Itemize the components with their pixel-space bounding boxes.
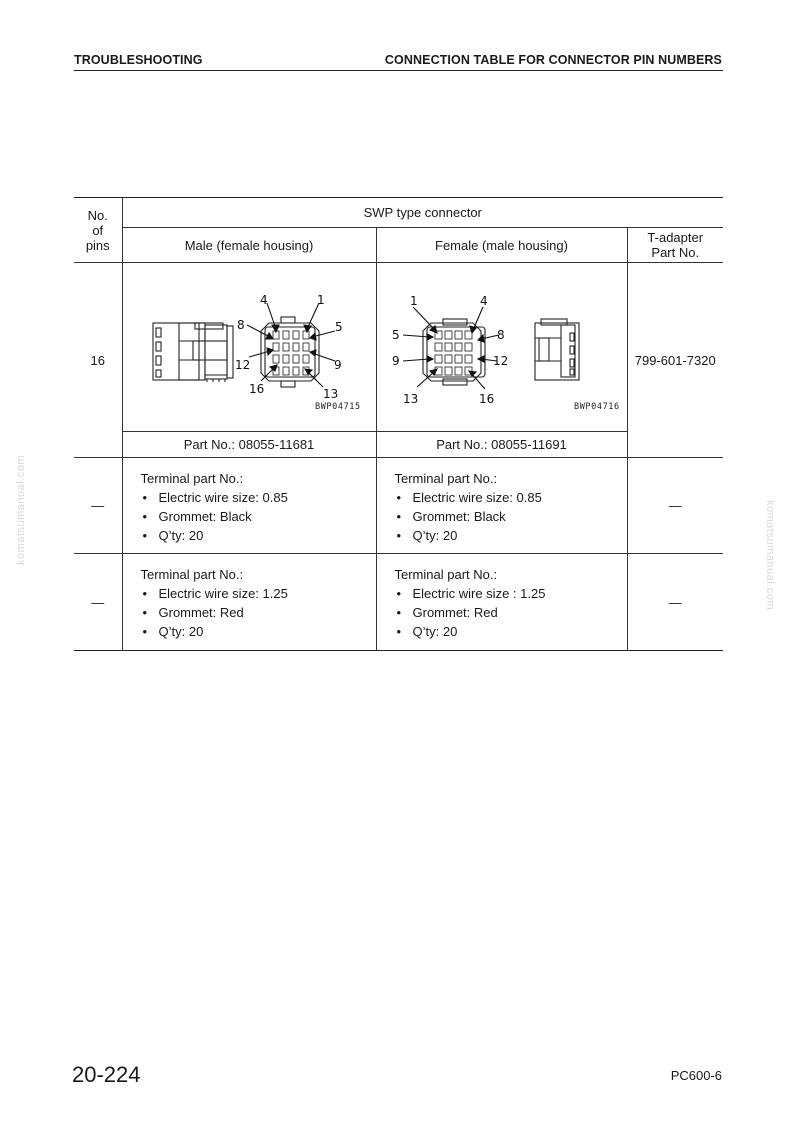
- female-pin-label: 4: [479, 294, 488, 308]
- female-pin-label: 5: [391, 328, 400, 342]
- male-pin-label: 5: [334, 320, 343, 334]
- male-terminal-cell: [122, 554, 376, 651]
- female-connector-figure-cell: [376, 263, 627, 432]
- terminal-item: • Grommet: Red: [142, 605, 244, 620]
- terminal-title: Terminal part No.:: [394, 470, 498, 486]
- female-pin-label: 1: [409, 294, 418, 308]
- figure-code: BWP04715: [314, 402, 361, 412]
- tadapter-part-no: 799-601-7320: [627, 263, 723, 458]
- pins-dash: —: [74, 554, 122, 651]
- figure-code: BWP04716: [573, 402, 620, 412]
- female-terminal-cell: [376, 458, 627, 554]
- male-connector-diagram: [123, 263, 377, 431]
- terminal-item: • Q’ty: 20: [142, 527, 204, 543]
- header-rule: [74, 70, 723, 71]
- pins-count-16: 16: [74, 263, 122, 458]
- male-part-no: Part No.: 08055-11681: [122, 432, 376, 458]
- male-pin-label: 13: [322, 387, 338, 401]
- terminal-item: • Electric wire size: 1.25: [142, 586, 288, 601]
- page-number: 20-224: [72, 1062, 141, 1087]
- swp-group-header: SWP type connector: [122, 198, 723, 228]
- female-pin-label: 12: [492, 354, 508, 368]
- watermark-right: komatsumanual.com: [764, 500, 776, 610]
- female-pin-label: 16: [478, 392, 494, 406]
- terminal-item: • Electric wire size: 0.85: [142, 489, 288, 505]
- page-heading: CONNECTION TABLE FOR CONNECTOR PIN NUMBERS: [384, 53, 722, 67]
- terminal-title: Terminal part No.:: [140, 470, 244, 486]
- male-column-header: Male (female housing): [122, 228, 376, 263]
- terminal-item: • Grommet: Black: [396, 508, 506, 524]
- tadapter-dash: —: [627, 458, 723, 554]
- terminal-item: • Grommet: Red: [396, 605, 498, 620]
- male-pin-label: 1: [316, 293, 325, 307]
- male-connector-figure-cell: [122, 263, 376, 432]
- female-column-header: Female (male housing): [376, 228, 627, 263]
- male-pin-label: 9: [333, 358, 342, 372]
- female-terminal-cell: [376, 554, 627, 651]
- terminal-title: Terminal part No.:: [140, 567, 244, 582]
- female-pin-label: 9: [391, 354, 400, 368]
- connector-table: [74, 197, 723, 651]
- terminal-item: • Q’ty: 20: [396, 527, 458, 543]
- tadapter-column-header: T-adapter Part No.: [627, 228, 723, 263]
- male-terminal-cell: [122, 458, 376, 554]
- terminal-item: • Electric wire size : 1.25: [396, 586, 546, 601]
- watermark-left: komatsumanual.com: [15, 455, 27, 565]
- terminal-item: • Q’ty: 20: [142, 624, 204, 639]
- terminal-item: • Grommet: Black: [142, 508, 252, 524]
- terminal-title: Terminal part No.:: [394, 567, 498, 582]
- female-pin-label: 8: [496, 328, 505, 342]
- pins-dash: —: [74, 458, 122, 554]
- female-part-no: Part No.: 08055-11691: [376, 432, 627, 458]
- tadapter-dash: —: [627, 554, 723, 651]
- pins-column-header: No. of pins: [74, 198, 122, 263]
- model-name: PC600-6: [670, 1068, 722, 1083]
- terminal-item: • Q’ty: 20: [396, 624, 458, 639]
- female-pin-label: 13: [402, 392, 418, 406]
- terminal-item: • Electric wire size: 0.85: [396, 489, 542, 505]
- male-pin-label: 16: [248, 382, 264, 396]
- male-pin-label: 12: [234, 358, 250, 372]
- male-pin-label: 8: [236, 318, 245, 332]
- female-connector-diagram: [377, 263, 628, 431]
- male-pin-label: 4: [259, 293, 268, 307]
- section-title: TROUBLESHOOTING: [74, 53, 203, 67]
